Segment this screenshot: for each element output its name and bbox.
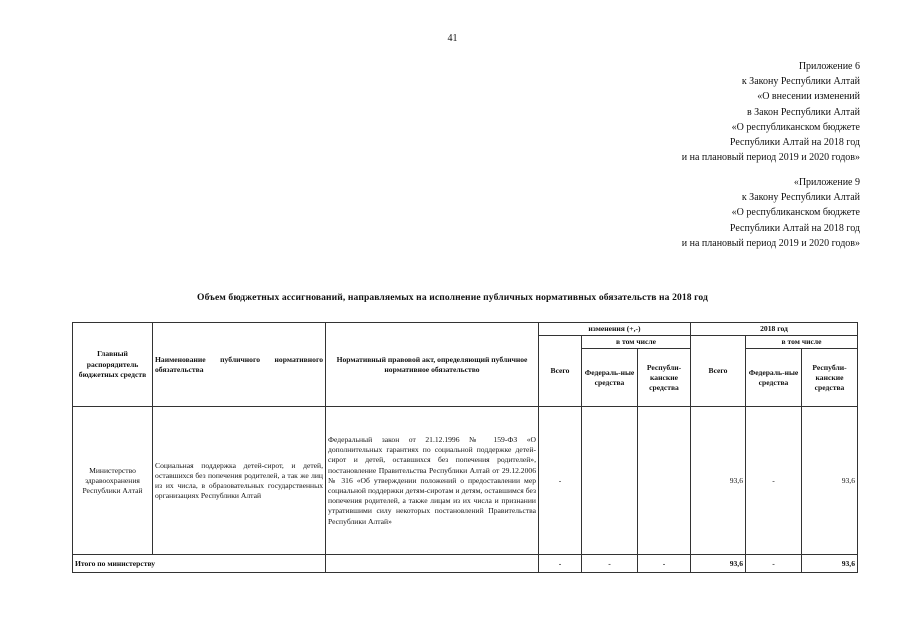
cell-legal-act: Федеральный закон от 21.12.1996 № 159-ФЗ «О дополнительных гарантиях по социальной поддержке детей-сирот и детей, оставшихся без попечения родителей», постановление Правительства Республики Алтай от 29.12.2006 № 316 «Об утверждении положений о предоставлении мер социальной поддержки детям-сиротам и детям, оставшимся без попечения родителей, а также лицам из их числа и признании утратившими силу некоторых постановлений Правительства Республики Алтай» bbox=[326, 407, 539, 555]
header-changes-group: изменения (+,-) bbox=[539, 323, 691, 336]
appendix-line: Республики Алтай на 2018 год bbox=[729, 222, 860, 234]
appendix-line: «О республиканском бюджете bbox=[731, 121, 860, 133]
header-row-1 bbox=[73, 323, 858, 336]
document-title: Объем бюджетных ассигнований, направляемых на исполнение публичных нормативных обязательств на 2018 год bbox=[197, 292, 708, 303]
total-row bbox=[73, 555, 858, 573]
header-changes-federal: Федераль-ные средства bbox=[582, 349, 638, 407]
total-label: Итого по министерству bbox=[73, 555, 326, 573]
cell-year-republican: 93,6 bbox=[802, 407, 858, 555]
appendix-line: Приложение 6 bbox=[798, 61, 860, 72]
page-number: 41 bbox=[447, 33, 458, 44]
header-main-manager: Главный распорядитель бюджетных средств bbox=[73, 323, 153, 407]
total-year-total: 93,6 bbox=[691, 555, 746, 573]
table-row bbox=[73, 407, 858, 555]
cell-year-total: 93,6 bbox=[691, 407, 746, 555]
header-year-including: в том числе bbox=[746, 336, 858, 349]
obligations-table bbox=[72, 322, 858, 573]
header-year-total: Всего bbox=[691, 336, 746, 407]
header-year-federal: Федераль-ные средства bbox=[746, 349, 802, 407]
appendix-current-block bbox=[682, 59, 860, 165]
total-changes-republican: - bbox=[638, 555, 691, 573]
appendix-line: «О внесении изменений bbox=[757, 91, 860, 103]
total-changes-total: - bbox=[539, 555, 582, 573]
header-year-republican: Республи-канские средства bbox=[802, 349, 858, 407]
appendix-original-block bbox=[682, 175, 860, 251]
cell-main-manager: Министерство здравоохранения Республики Алтай bbox=[73, 407, 153, 555]
header-changes-including: в том числе bbox=[582, 336, 691, 349]
total-year-federal: - bbox=[746, 555, 802, 573]
appendix-line: и на плановый период 2019 и 2020 годов» bbox=[681, 237, 860, 249]
total-year-republican: 93,6 bbox=[802, 555, 858, 573]
total-legal-act-empty bbox=[326, 555, 539, 573]
header-year-group: 2018 год bbox=[691, 323, 858, 336]
appendix-line: в Закон Республики Алтай bbox=[746, 106, 860, 118]
cell-changes-federal bbox=[582, 407, 638, 555]
total-changes-federal: - bbox=[582, 555, 638, 573]
header-legal-act: Нормативный правовой акт, определяющий публичное нормативное обязательство bbox=[326, 323, 539, 407]
cell-year-federal: - bbox=[746, 407, 802, 555]
appendix-line: «Приложение 9 bbox=[793, 177, 860, 188]
appendix-line: Республики Алтай на 2018 год bbox=[729, 137, 860, 149]
appendix-line: к Закону Республики Алтай bbox=[741, 192, 860, 204]
cell-obligation-name: Социальная поддержка детей-сирот, и детей, оставшихся без попечения родителей, а так же лиц из их числа, в образовательных государственных организациях Республики Алтай bbox=[153, 407, 326, 555]
appendix-line: и на плановый период 2019 и 2020 годов» bbox=[681, 152, 860, 164]
cell-changes-republican bbox=[638, 407, 691, 555]
header-changes-republican: Республи-канские средства bbox=[638, 349, 691, 407]
header-obligation-name: Наименование публичного нормативного обязательства bbox=[153, 323, 326, 407]
cell-changes-total: - bbox=[539, 407, 582, 555]
appendix-line: «О республиканском бюджете bbox=[731, 207, 860, 219]
appendix-line: к Закону Республики Алтай bbox=[741, 76, 860, 88]
header-changes-total: Всего bbox=[539, 336, 582, 407]
